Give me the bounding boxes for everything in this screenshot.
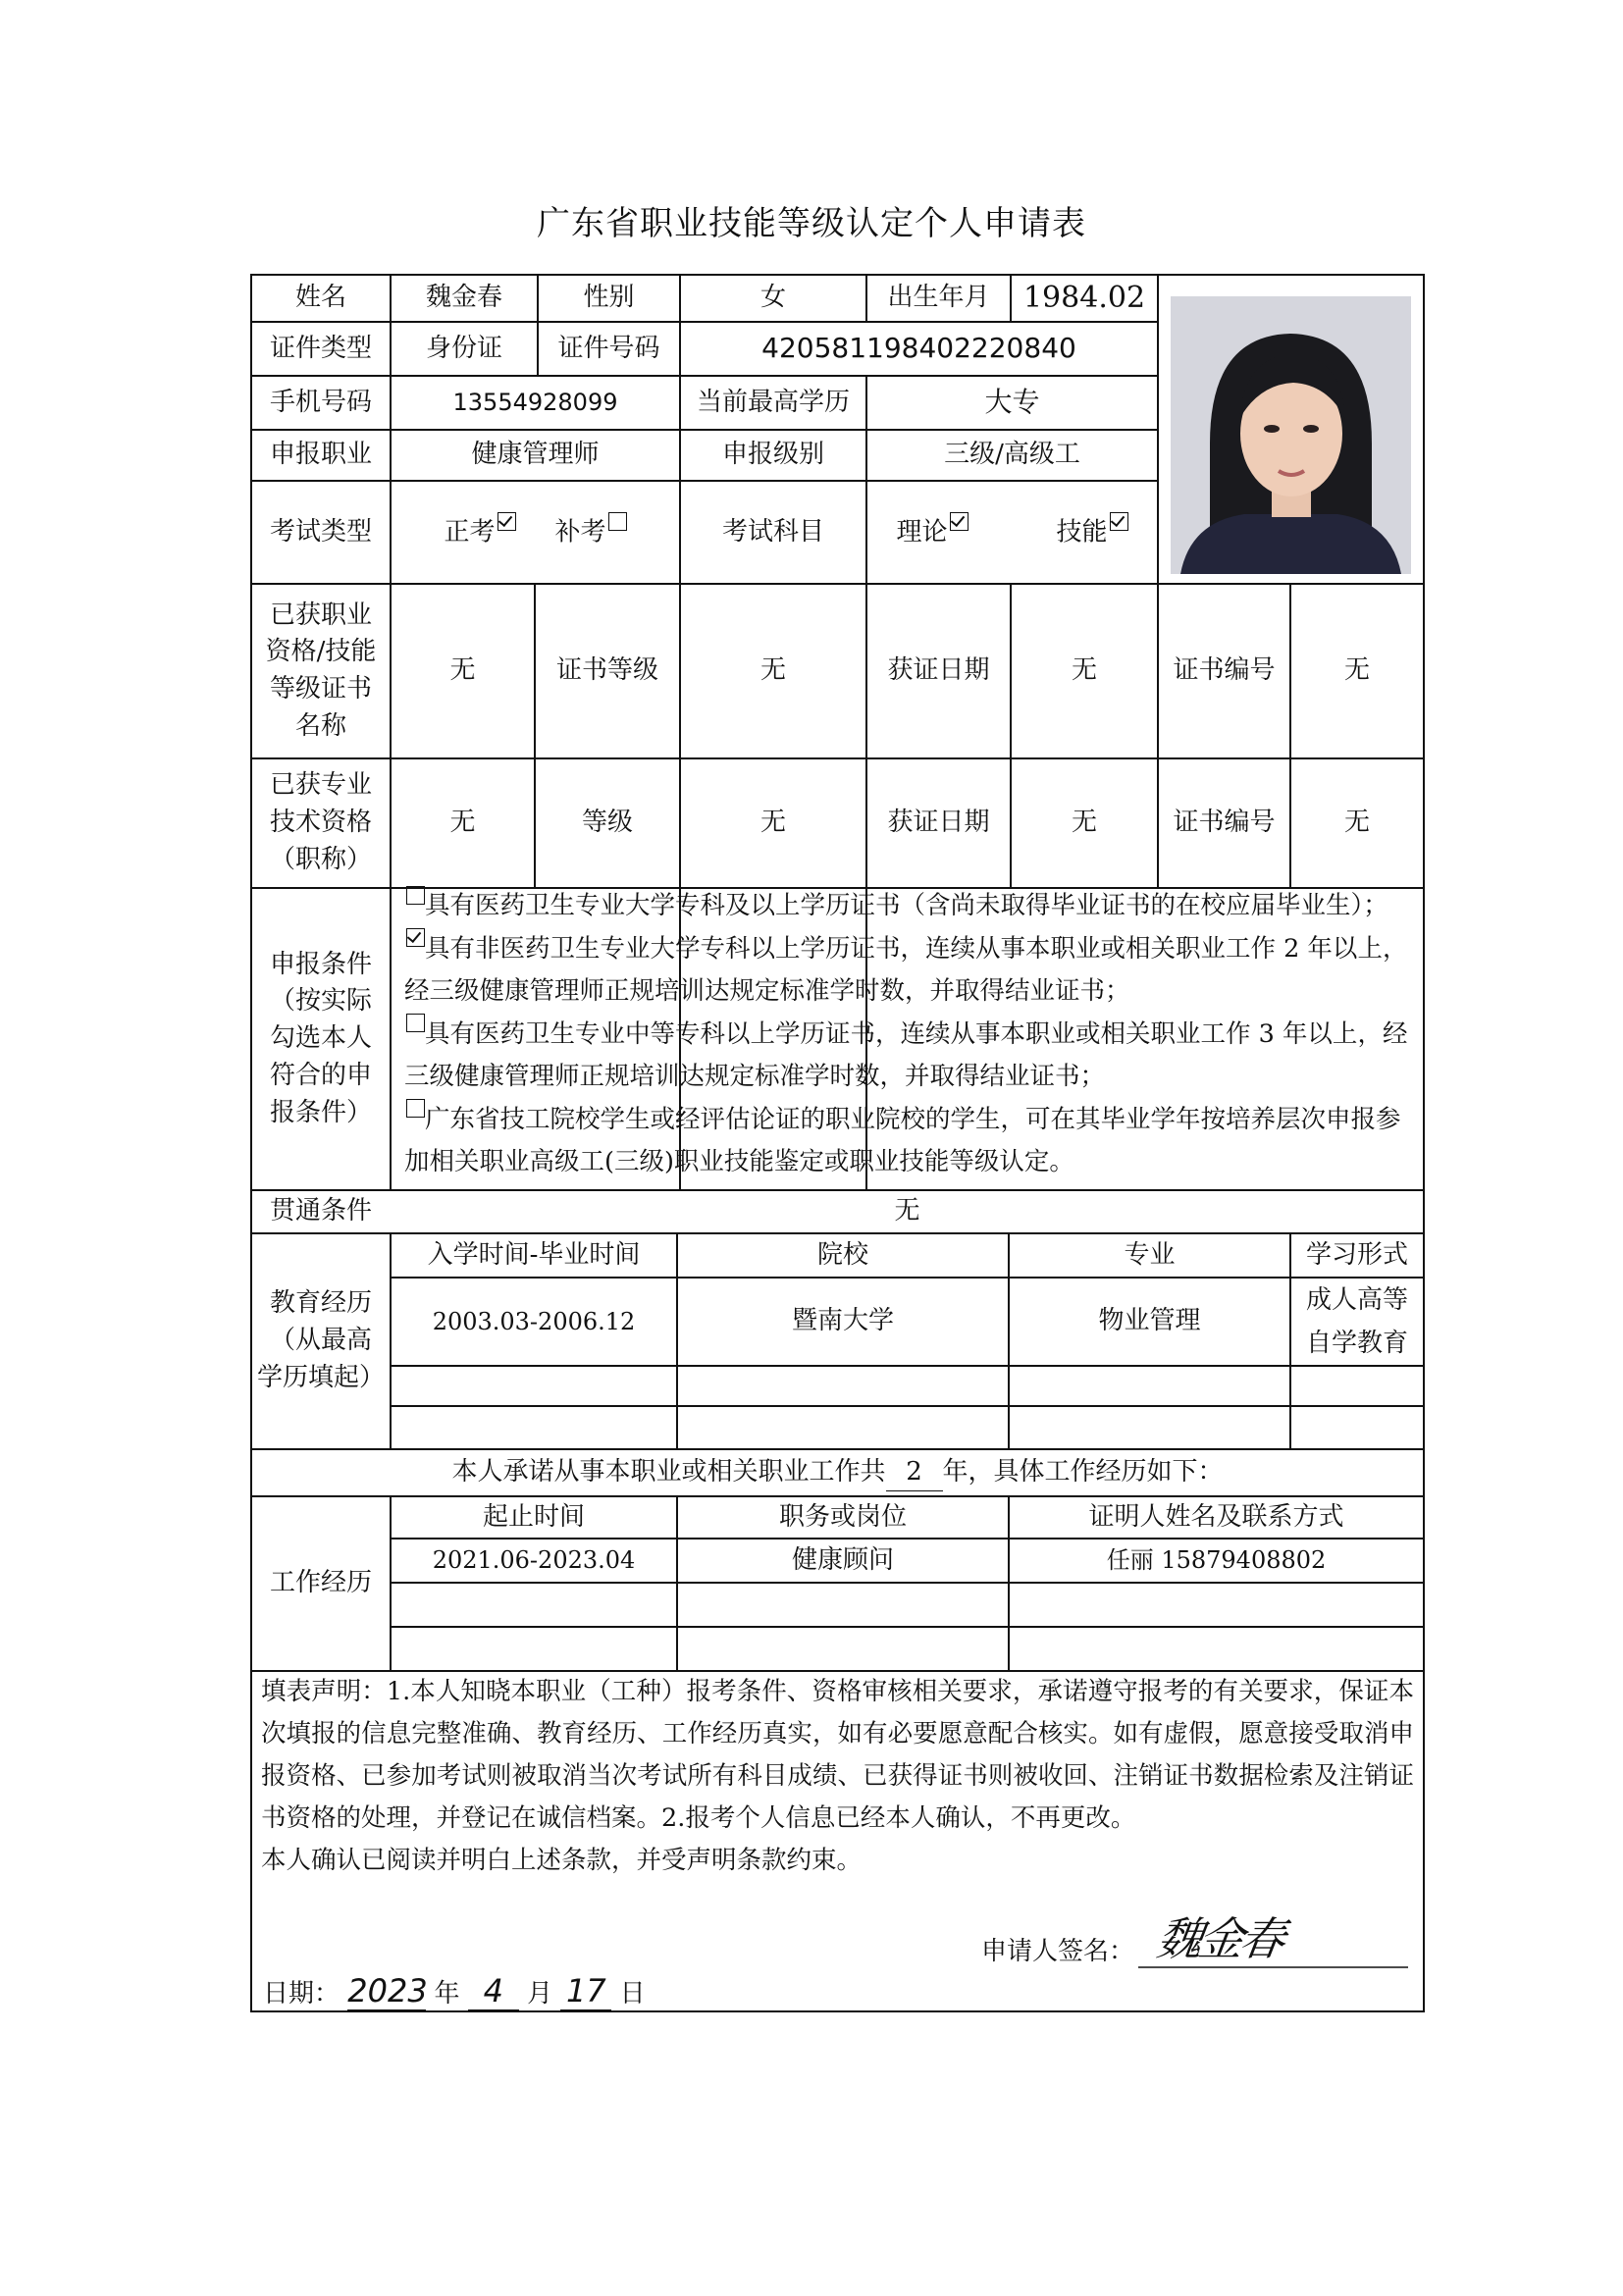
conditions-list bbox=[404, 885, 1415, 1184]
education-label-line: （从最高 bbox=[269, 1326, 372, 1356]
work-witness: 任丽 15879408802 bbox=[1106, 1546, 1327, 1575]
exam-regular-option[interactable] bbox=[444, 512, 515, 551]
professional-label-line: 技术资格 bbox=[269, 808, 372, 838]
portrait-image bbox=[1171, 296, 1411, 574]
commitment-years: 2 bbox=[886, 1454, 943, 1492]
education-header-school: 院校 bbox=[816, 1239, 868, 1270]
birth-label: 出生年月 bbox=[887, 283, 990, 313]
qualification-no-label: 证书编号 bbox=[1173, 655, 1276, 686]
exam-makeup-checkbox[interactable] bbox=[608, 512, 627, 531]
education-header-period: 入学时间-毕业时间 bbox=[427, 1239, 641, 1270]
id-no-label: 证件号码 bbox=[557, 333, 660, 363]
education-major: 物业管理 bbox=[1098, 1306, 1201, 1336]
qualification-date: 无 bbox=[1071, 655, 1097, 686]
condition-item[interactable] bbox=[404, 1014, 1415, 1099]
date-month-unit: 月 bbox=[527, 1979, 553, 2009]
education-label bbox=[251, 1233, 391, 1449]
exam-type-options bbox=[391, 481, 680, 584]
applicant-signature: 魏金春 bbox=[1153, 1912, 1285, 1965]
exam-makeup-option[interactable] bbox=[555, 512, 627, 551]
job-value: 健康管理师 bbox=[471, 440, 600, 470]
id-type-value: 身份证 bbox=[425, 333, 502, 363]
qualification-label bbox=[251, 584, 391, 758]
subject-options bbox=[866, 481, 1158, 584]
professional-date-label: 获证日期 bbox=[887, 808, 990, 838]
condition-text: 具有非医药卫生专业大学专科以上学历证书，连续从事本职业或相关职业工作 2 年以上，经三级健康管理师正规培训达规定标准学时数，并取得结业证书； bbox=[404, 933, 1408, 1006]
education-label-line: 学历填起） bbox=[256, 1362, 385, 1392]
qualification-no: 无 bbox=[1343, 655, 1370, 686]
exam-regular-checkbox[interactable] bbox=[497, 512, 516, 531]
subject-theory-option[interactable] bbox=[896, 512, 968, 551]
subject-skill-label: 技能 bbox=[1056, 517, 1108, 548]
qualification-label-line: 等级证书 bbox=[269, 674, 372, 704]
professional-date: 无 bbox=[1071, 808, 1097, 838]
commitment-line bbox=[251, 1449, 1424, 1496]
education-form: 成人高等自学教育 bbox=[1305, 1285, 1408, 1358]
phone-value: 13554928099 bbox=[452, 389, 618, 417]
qualification-label-line: 名称 bbox=[294, 710, 346, 741]
condition-text: 广东省技工院校学生或经评估论证的职业院校的学生，可在其毕业学年按培养层次申报参加相关职业高级工(三级)职业技能鉴定或职业技能等级认定。 bbox=[404, 1104, 1401, 1176]
conditions-label-line: 符合的申 bbox=[269, 1060, 372, 1090]
professional-no-label: 证书编号 bbox=[1173, 808, 1276, 838]
conditions-label-line: （按实际 bbox=[269, 986, 372, 1017]
date-month: 4 bbox=[468, 1972, 519, 2010]
form-title: 广东省职业技能等级认定个人申请表 bbox=[537, 204, 1086, 243]
work-position: 健康顾问 bbox=[791, 1544, 894, 1575]
date-day-unit: 日 bbox=[619, 1979, 646, 2009]
professional-label-line: 已获专业 bbox=[269, 770, 372, 801]
conditions-label bbox=[251, 888, 391, 1190]
condition-item[interactable] bbox=[404, 1099, 1415, 1184]
name-label: 姓名 bbox=[294, 283, 346, 313]
level-value: 三级/高级工 bbox=[944, 440, 1080, 470]
condition-item[interactable] bbox=[404, 928, 1415, 1014]
level-label: 申报级别 bbox=[721, 440, 824, 470]
conditions-label-line: 申报条件 bbox=[269, 949, 372, 979]
birth-value: 1984.02 bbox=[1022, 281, 1146, 316]
education-period: 2003.03-2006.12 bbox=[432, 1307, 636, 1335]
work-header-witness: 证明人姓名及联系方式 bbox=[1088, 1501, 1344, 1532]
qualification-label-line: 资格/技能 bbox=[265, 637, 377, 667]
condition-checkbox[interactable] bbox=[406, 1014, 425, 1032]
id-no-value: 420581198402220840 bbox=[761, 332, 1076, 365]
declaration-confirm: 本人确认已阅读并明白上述条款，并受声明条款约束。 bbox=[261, 1846, 863, 1875]
edu-label: 当前最高学历 bbox=[696, 387, 850, 417]
through-label: 贯通条件 bbox=[269, 1196, 372, 1226]
qualification-grade-label: 证书等级 bbox=[555, 655, 658, 686]
qualification-grade: 无 bbox=[759, 655, 786, 686]
name-value: 魏金春 bbox=[425, 283, 502, 313]
professional-no: 无 bbox=[1343, 808, 1370, 838]
professional-label bbox=[251, 758, 391, 888]
conditions-label-line: 报条件） bbox=[269, 1097, 372, 1127]
conditions-label-line: 勾选本人 bbox=[269, 1023, 372, 1054]
signature-label: 申请人签名： bbox=[981, 1937, 1135, 1966]
condition-item[interactable] bbox=[404, 885, 1415, 928]
gender-value: 女 bbox=[759, 283, 786, 313]
date-day: 17 bbox=[560, 1972, 611, 2010]
subject-skill-option[interactable] bbox=[1057, 512, 1128, 551]
exam-makeup-label: 补考 bbox=[554, 517, 606, 548]
condition-checkbox[interactable] bbox=[406, 886, 425, 905]
gender-label: 性别 bbox=[583, 283, 635, 313]
work-period: 2021.06-2023.04 bbox=[432, 1546, 636, 1575]
commitment-text-after: 年，具体工作经历如下： bbox=[942, 1457, 1224, 1487]
applicant-photo bbox=[1171, 296, 1411, 574]
condition-text: 具有医药卫生专业大学专科及以上学历证书（含尚未取得毕业证书的在校应届毕业生）； bbox=[425, 891, 1388, 920]
exam-type-label: 考试类型 bbox=[269, 516, 372, 547]
date-label: 日期： bbox=[263, 1979, 340, 2009]
condition-checkbox[interactable] bbox=[406, 928, 425, 947]
professional-name: 无 bbox=[449, 808, 476, 838]
education-label-line: 教育经历 bbox=[269, 1288, 372, 1319]
declaration bbox=[261, 1671, 1414, 1882]
edu-value: 大专 bbox=[984, 386, 1040, 419]
job-label: 申报职业 bbox=[269, 440, 372, 470]
work-label: 工作经历 bbox=[269, 1568, 372, 1598]
work-header-position: 职务或岗位 bbox=[778, 1501, 907, 1532]
declaration-paragraph: 填表声明：1.本人知晓本职业（工种）报考条件、资格审核相关要求，承诺遵守报考的有关要求，保证本次填报的信息完整准确、教育经历、工作经历真实，如有必要愿意配合核实。如有虚假，愿意接受取消申报资格、已参加考试则被取消当次考试所有科目成绩、已获得证书则被收回、注销证书数据检索及注销证书资格的处理，并登记在诚信档案。2.报考个人信息已经本人确认，不再更改。 bbox=[261, 1677, 1414, 1833]
subject-skill-checkbox[interactable] bbox=[1110, 512, 1128, 531]
work-header-period: 起止时间 bbox=[482, 1501, 585, 1532]
education-header-major: 专业 bbox=[1124, 1239, 1176, 1270]
professional-label-line: （职称） bbox=[269, 844, 372, 874]
professional-grade-label: 等级 bbox=[581, 808, 633, 838]
condition-checkbox[interactable] bbox=[406, 1099, 425, 1118]
education-header-form: 学习形式 bbox=[1305, 1239, 1408, 1270]
phone-label: 手机号码 bbox=[269, 387, 372, 417]
professional-grade: 无 bbox=[759, 808, 786, 838]
qualification-name: 无 bbox=[449, 655, 476, 686]
id-type-label: 证件类型 bbox=[269, 333, 372, 363]
through-value: 无 bbox=[894, 1196, 920, 1226]
qualification-date-label: 获证日期 bbox=[887, 655, 990, 686]
date-year-unit: 年 bbox=[434, 1979, 460, 2009]
education-school: 暨南大学 bbox=[791, 1306, 894, 1336]
condition-text: 具有医药卫生专业中等专科以上学历证书，连续从事本职业或相关职业工作 3 年以上，经三级健康管理师正规培训达规定标准学时数，并取得结业证书； bbox=[404, 1018, 1408, 1091]
date-row bbox=[263, 1972, 646, 2010]
qualification-label-line: 已获职业 bbox=[269, 600, 372, 630]
date-year: 2023 bbox=[347, 1972, 428, 2009]
subject-label: 考试科目 bbox=[721, 516, 824, 547]
subject-theory-checkbox[interactable] bbox=[950, 512, 969, 531]
subject-theory-label: 理论 bbox=[896, 517, 948, 548]
commitment-text-before: 本人承诺从事本职业或相关职业工作共 bbox=[451, 1457, 886, 1487]
exam-regular-label: 正考 bbox=[444, 517, 496, 548]
